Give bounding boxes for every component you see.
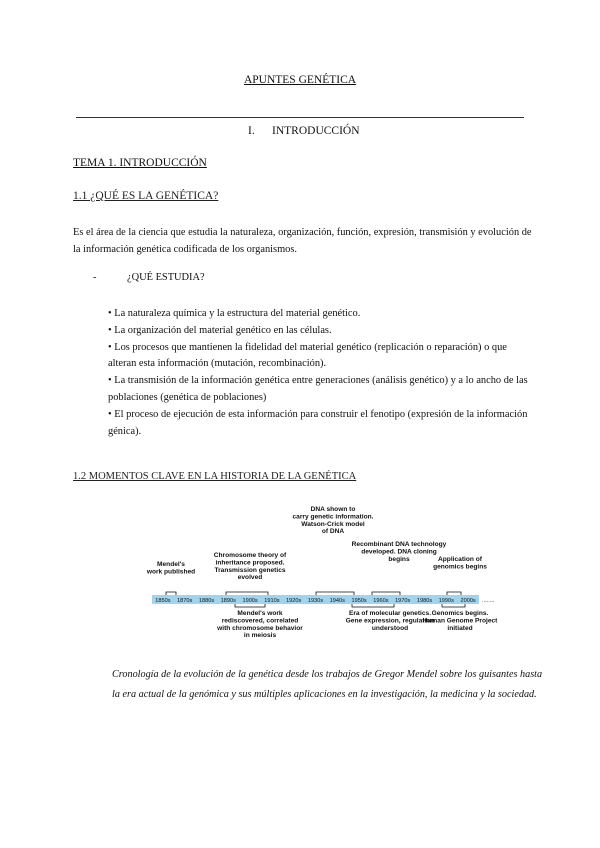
annotation-below-line: Human Genome Project: [422, 617, 498, 625]
annotation-below-line: Genomics begins.: [431, 610, 489, 617]
timeline-bracket: [447, 592, 461, 595]
annotation-above-line: Transmission genetics: [214, 566, 286, 574]
timeline-bracket: [226, 592, 268, 595]
section-heading: [248, 125, 360, 137]
annotation-above-line: carry genetic information.: [292, 513, 374, 521]
list-item: • La organización del material genético en las células.: [108, 324, 332, 336]
timeline-bracket: [166, 592, 176, 595]
timeline-trail: ........: [482, 597, 495, 604]
subsection-heading-1: 1.1 ¿QUÉ ES LA GENÉTICA?: [73, 190, 219, 202]
question-heading: [93, 272, 205, 283]
list-item: • El proceso de ejecución de esta información para construir el fenotipo (expresión de la información: [108, 408, 528, 420]
decade-label: 2000s: [460, 597, 476, 604]
annotation-above-line: of DNA: [321, 528, 345, 536]
annotation-below-line: Era of molecular genetics.: [348, 610, 432, 617]
timeline-bracket: [352, 604, 394, 607]
topics-list: [108, 306, 528, 440]
decade-label: 1870s: [177, 597, 193, 604]
decade-label: 1900s: [242, 597, 258, 604]
annotation-below-line: initiated: [447, 624, 473, 632]
annotation-below-line: understood: [371, 624, 409, 632]
question-text: ¿QUÉ ESTUDIA?: [127, 272, 205, 283]
annotation-above-line: begins: [388, 555, 410, 563]
timeline-bracket: [316, 592, 354, 595]
annotation-above-line: inheritance proposed.: [215, 559, 285, 567]
list-item: • La transmisión de la información genética entre generaciones (análisis genético) y a lo ancho de las poblaciones (genética de poblaciones): [108, 375, 528, 403]
figure-caption: [112, 665, 543, 705]
section-number: I.: [248, 125, 255, 137]
list-item: génica).: [108, 425, 142, 437]
annotation-above-line: evolved: [237, 574, 263, 582]
document-title: APUNTES GENÉTICA: [243, 74, 357, 86]
caption-line: Cronología de la evolución de la genética desde los trabajos de Gregor Mendel sobre los guisantes hasta: [112, 669, 543, 680]
subsection-heading-2: 1.2 MOMENTOS CLAVE EN LA HISTORIA DE LA GENÉTICA: [73, 471, 357, 482]
annotation-below-line: Gene expression, regulation: [345, 617, 435, 625]
decade-label: 1970s: [395, 597, 411, 604]
horizontal-rule: [76, 117, 524, 118]
annotation-above-line: Chromosome theory of: [213, 552, 287, 559]
decade-label: 1940s: [329, 597, 345, 604]
annotation-below-line: Mendel's work: [237, 610, 283, 617]
timeline-bracket: [372, 592, 400, 595]
decade-label: 1880s: [198, 597, 215, 604]
dash-marker: -: [93, 272, 97, 283]
annotation-below-line: with chromosome behavior: [217, 624, 303, 632]
list-item: • La naturaleza química y la estructura del material genético.: [108, 308, 361, 319]
annotation-above-line: Recombinant DNA technology: [351, 541, 447, 548]
annotation-below-line: in meiosis: [243, 632, 277, 640]
section-title: INTRODUCCIÓN: [272, 125, 360, 137]
tema-heading: TEMA 1. INTRODUCCIÓN: [73, 157, 207, 169]
decade-label: 1950s: [351, 597, 367, 604]
caption-line: la era actual de la genómica y sus múltiples aplicaciones en la investigación, la medicina y la sociedad.: [112, 689, 537, 700]
decade-label: 1920s: [286, 597, 302, 604]
decade-label: 1960s: [373, 597, 389, 604]
annotation-above-line: Mendel's: [157, 561, 185, 568]
annotation-above-line: work published: [146, 568, 196, 576]
decade-label: 1980s: [416, 597, 433, 604]
annotation-above-line: Application of: [438, 556, 482, 563]
annotation-above-line: DNA shown to: [310, 506, 356, 513]
decade-label: 1930s: [307, 597, 324, 604]
annotation-below-line: rediscovered, correlated: [221, 617, 299, 625]
list-item: • Los procesos que mantienen la fidelidad del material genético (replicación o reparación) o que alteran esta información (mutación, recombinación).: [108, 341, 507, 370]
timeline-bracket: [442, 604, 465, 607]
definition-paragraph: Es el área de la ciencia que estudia la naturaleza, organización, función, expresión, transmisión y evolución de la información genética codificada de los organismos.: [73, 227, 532, 255]
decade-label: 1910s: [264, 597, 280, 604]
annotation-above-line: developed. DNA cloning: [361, 548, 437, 556]
decade-label: 1990s: [438, 597, 454, 604]
annotation-above-line: Watson-Crick model: [301, 520, 365, 528]
annotation-above-line: genomics begins: [433, 563, 487, 571]
decade-label: 1850s: [155, 597, 171, 604]
timeline-bracket: [235, 604, 265, 607]
decade-label: 1890s: [220, 597, 236, 604]
genetics-timeline-figure: [140, 505, 498, 645]
